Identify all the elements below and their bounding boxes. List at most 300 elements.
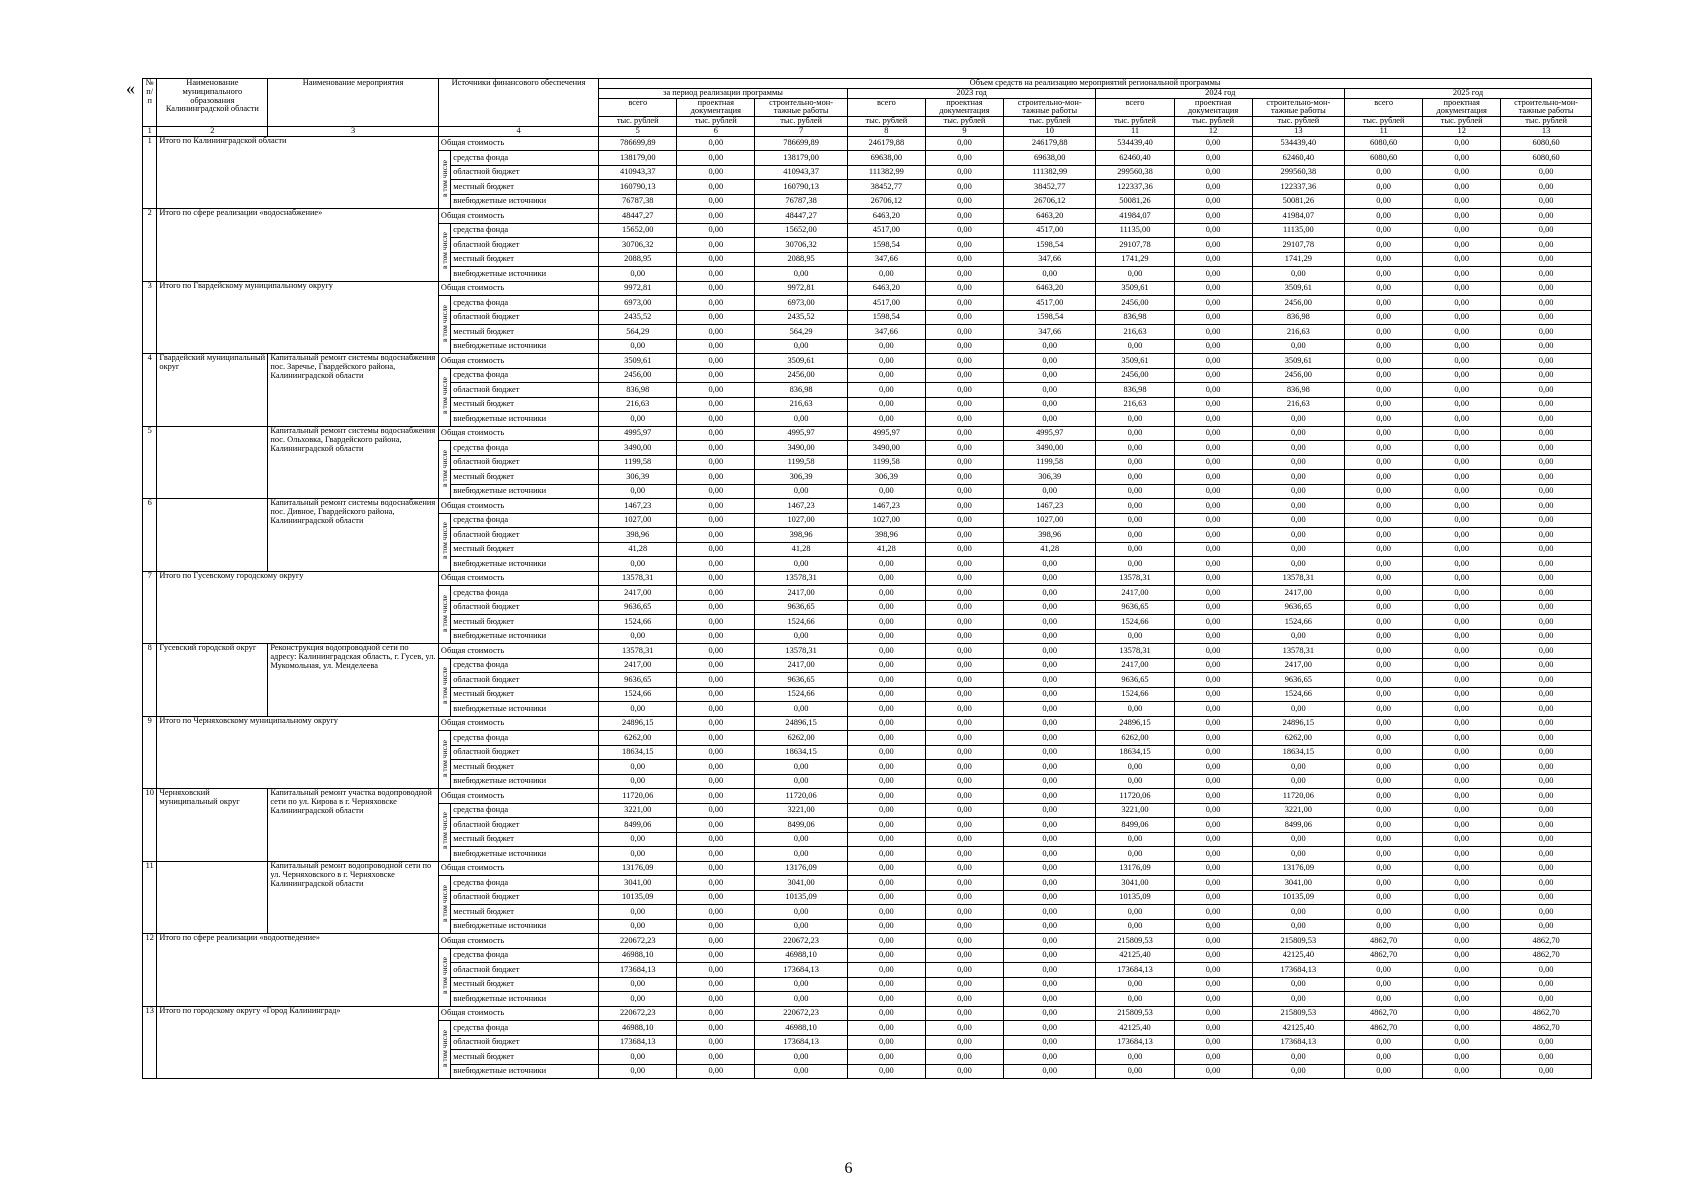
source-label: Общая стоимость <box>438 136 598 151</box>
value-cell: 0,00 <box>677 165 755 180</box>
source-label: областной бюджет <box>451 963 599 978</box>
value-cell: 0,00 <box>1345 470 1423 485</box>
value-cell: 3509,61 <box>1096 281 1174 296</box>
value-cell: 0,00 <box>1174 615 1252 630</box>
value-cell: 0,00 <box>677 252 755 267</box>
value-cell: 0,00 <box>1174 1064 1252 1079</box>
value-cell: 0,00 <box>1345 238 1423 253</box>
block-title: Итого по городскому округу «Город Калининград» <box>157 1006 439 1079</box>
value-cell: 0,00 <box>1096 919 1174 934</box>
value-cell: 0,00 <box>677 1006 755 1021</box>
value-cell: 0,00 <box>755 484 847 499</box>
value-cell: 0,00 <box>847 919 925 934</box>
value-cell: 0,00 <box>599 905 677 920</box>
value-cell: 18634,15 <box>755 745 847 760</box>
value-cell: 0,00 <box>1423 1006 1501 1021</box>
value-cell: 0,00 <box>925 890 1003 905</box>
value-cell: 0,00 <box>1423 238 1501 253</box>
value-cell: 2456,00 <box>1252 368 1344 383</box>
value-cell: 0,00 <box>925 354 1003 369</box>
value-cell: 0,00 <box>1423 963 1501 978</box>
value-cell: 0,00 <box>1501 441 1592 456</box>
value-cell: 9636,65 <box>599 673 677 688</box>
value-cell: 1598,54 <box>1003 310 1095 325</box>
source-label: внебюджетные источники <box>451 267 599 282</box>
value-cell: 0,00 <box>677 977 755 992</box>
source-label: местный бюджет <box>451 977 599 992</box>
value-cell: 0,00 <box>1252 919 1344 934</box>
value-cell: 0,00 <box>1501 919 1592 934</box>
value-cell: 0,00 <box>1501 368 1592 383</box>
header-subcolumn: проектная документация <box>925 98 1003 117</box>
budget-table <box>142 78 1592 1079</box>
value-cell: 0,00 <box>1003 354 1095 369</box>
value-cell: 0,00 <box>847 847 925 862</box>
value-cell: 0,00 <box>677 919 755 934</box>
value-cell: 4862,70 <box>1345 948 1423 963</box>
value-cell: 0,00 <box>1174 890 1252 905</box>
value-cell: 0,00 <box>1096 470 1174 485</box>
value-cell: 0,00 <box>1501 1050 1592 1065</box>
value-cell: 836,98 <box>1096 383 1174 398</box>
value-cell: 0,00 <box>847 368 925 383</box>
value-cell: 0,00 <box>1174 368 1252 383</box>
value-cell: 0,00 <box>1003 484 1095 499</box>
row-number: 8 <box>143 644 157 717</box>
source-label: внебюджетные источники <box>451 339 599 354</box>
value-cell: 0,00 <box>1501 571 1592 586</box>
value-cell: 0,00 <box>1096 339 1174 354</box>
value-cell: 0,00 <box>755 832 847 847</box>
value-cell: 1467,23 <box>847 499 925 514</box>
value-cell: 6080,60 <box>1501 151 1592 166</box>
row-number: 6 <box>143 499 157 572</box>
in-which-text: в том числе <box>439 812 449 850</box>
value-cell: 0,00 <box>847 1064 925 1079</box>
value-cell: 836,98 <box>599 383 677 398</box>
header-col-municipality: Наименование муниципального образования Калининградской области <box>157 79 268 127</box>
source-label: местный бюджет <box>451 325 599 340</box>
value-cell: 0,00 <box>1174 238 1252 253</box>
value-cell: 0,00 <box>1003 1050 1095 1065</box>
value-cell: 0,00 <box>1345 629 1423 644</box>
value-cell: 1524,66 <box>599 615 677 630</box>
value-cell: 2417,00 <box>599 658 677 673</box>
value-cell: 0,00 <box>1003 847 1095 862</box>
value-cell: 42125,40 <box>1252 948 1344 963</box>
source-label: местный бюджет <box>451 180 599 195</box>
header-unit: тыс. рублей <box>847 117 925 127</box>
value-cell: 0,00 <box>847 412 925 427</box>
value-cell: 0,00 <box>925 992 1003 1007</box>
value-cell: 0,00 <box>1423 818 1501 833</box>
value-cell: 0,00 <box>1423 325 1501 340</box>
value-cell: 0,00 <box>1252 992 1344 1007</box>
value-cell: 6080,60 <box>1345 151 1423 166</box>
value-cell: 0,00 <box>1345 658 1423 673</box>
value-cell: 0,00 <box>1174 484 1252 499</box>
source-label: средства фонда <box>451 731 599 746</box>
value-cell: 0,00 <box>1423 339 1501 354</box>
value-cell: 0,00 <box>1003 760 1095 775</box>
value-cell: 0,00 <box>1174 354 1252 369</box>
value-cell: 4517,00 <box>1003 296 1095 311</box>
column-number: 13 <box>1501 127 1592 137</box>
value-cell: 8499,06 <box>1096 818 1174 833</box>
value-cell: 0,00 <box>1423 426 1501 441</box>
value-cell: 0,00 <box>1501 992 1592 1007</box>
value-cell: 0,00 <box>925 977 1003 992</box>
value-cell: 398,96 <box>847 528 925 543</box>
value-cell: 1524,66 <box>599 687 677 702</box>
value-cell: 0,00 <box>1423 209 1501 224</box>
value-cell: 306,39 <box>599 470 677 485</box>
value-cell: 0,00 <box>1252 426 1344 441</box>
value-cell: 1199,58 <box>847 455 925 470</box>
column-number: 11 <box>1096 127 1174 137</box>
value-cell: 0,00 <box>1501 774 1592 789</box>
value-cell: 0,00 <box>1423 905 1501 920</box>
value-cell: 0,00 <box>1003 615 1095 630</box>
value-cell: 0,00 <box>677 223 755 238</box>
value-cell: 0,00 <box>1003 368 1095 383</box>
value-cell: 0,00 <box>677 745 755 760</box>
value-cell: 2417,00 <box>755 658 847 673</box>
source-label: внебюджетные источники <box>451 629 599 644</box>
value-cell: 0,00 <box>1252 760 1344 775</box>
value-cell: 0,00 <box>1345 165 1423 180</box>
value-cell: 9636,65 <box>599 600 677 615</box>
value-cell: 216,63 <box>1252 397 1344 412</box>
value-cell: 4995,97 <box>599 426 677 441</box>
value-cell: 0,00 <box>1174 412 1252 427</box>
value-cell: 9636,65 <box>1096 673 1174 688</box>
value-cell: 0,00 <box>1501 325 1592 340</box>
value-cell: 0,00 <box>1423 876 1501 891</box>
value-cell: 0,00 <box>1501 412 1592 427</box>
source-label: местный бюджет <box>451 832 599 847</box>
value-cell: 0,00 <box>925 455 1003 470</box>
value-cell: 0,00 <box>677 397 755 412</box>
table-row <box>143 571 1592 586</box>
value-cell: 0,00 <box>1174 136 1252 151</box>
table-row <box>143 934 1592 949</box>
value-cell: 0,00 <box>1501 658 1592 673</box>
value-cell: 122337,36 <box>1252 180 1344 195</box>
source-label: Общая стоимость <box>438 644 598 659</box>
value-cell: 0,00 <box>1501 644 1592 659</box>
in-which-text: в том числе <box>439 449 449 487</box>
value-cell: 0,00 <box>847 397 925 412</box>
value-cell: 30706,32 <box>755 238 847 253</box>
value-cell: 0,00 <box>1252 470 1344 485</box>
value-cell: 0,00 <box>847 774 925 789</box>
value-cell: 48447,27 <box>755 209 847 224</box>
block-title: Итого по Калининградской области <box>157 136 439 209</box>
value-cell: 3490,00 <box>847 441 925 456</box>
source-label: внебюджетные источники <box>451 412 599 427</box>
value-cell: 0,00 <box>1423 412 1501 427</box>
value-cell: 0,00 <box>1423 658 1501 673</box>
value-cell: 0,00 <box>1423 644 1501 659</box>
value-cell: 0,00 <box>1174 180 1252 195</box>
value-cell: 410943,37 <box>755 165 847 180</box>
value-cell: 0,00 <box>847 571 925 586</box>
in-which-text: в том числе <box>439 232 449 270</box>
value-cell: 0,00 <box>847 484 925 499</box>
value-cell: 0,00 <box>677 658 755 673</box>
value-cell: 1741,29 <box>1252 252 1344 267</box>
value-cell: 398,96 <box>1003 528 1095 543</box>
value-cell: 0,00 <box>1501 615 1592 630</box>
header-subcolumn: всего <box>599 98 677 117</box>
value-cell: 0,00 <box>1003 267 1095 282</box>
column-number: 11 <box>1345 127 1423 137</box>
value-cell: 0,00 <box>1345 441 1423 456</box>
value-cell: 0,00 <box>1423 194 1501 209</box>
value-cell: 3221,00 <box>599 803 677 818</box>
value-cell: 0,00 <box>1345 542 1423 557</box>
value-cell: 836,98 <box>755 383 847 398</box>
value-cell: 0,00 <box>925 209 1003 224</box>
value-cell: 0,00 <box>1345 281 1423 296</box>
value-cell: 0,00 <box>1501 789 1592 804</box>
value-cell: 0,00 <box>1423 267 1501 282</box>
value-cell: 0,00 <box>677 267 755 282</box>
municipality-name <box>157 426 268 499</box>
value-cell: 0,00 <box>1174 310 1252 325</box>
value-cell: 216,63 <box>1096 397 1174 412</box>
value-cell: 0,00 <box>925 194 1003 209</box>
header-col-measure: Наименование мероприятия <box>268 79 439 127</box>
value-cell: 0,00 <box>1174 789 1252 804</box>
value-cell: 0,00 <box>1423 919 1501 934</box>
value-cell: 0,00 <box>1345 310 1423 325</box>
value-cell: 0,00 <box>755 412 847 427</box>
value-cell: 0,00 <box>1423 151 1501 166</box>
value-cell: 306,39 <box>847 470 925 485</box>
source-label: областной бюджет <box>451 818 599 833</box>
value-cell: 0,00 <box>1423 281 1501 296</box>
block-title: Итого по сфере реализации «водоснабжение» <box>157 209 439 282</box>
value-cell: 0,00 <box>1174 1006 1252 1021</box>
value-cell: 9636,65 <box>755 673 847 688</box>
value-cell: 0,00 <box>1501 513 1592 528</box>
value-cell: 18634,15 <box>1252 745 1344 760</box>
value-cell: 0,00 <box>677 847 755 862</box>
value-cell: 1199,58 <box>1003 455 1095 470</box>
value-cell: 2456,00 <box>1252 296 1344 311</box>
value-cell: 173684,13 <box>599 1035 677 1050</box>
value-cell: 0,00 <box>1174 760 1252 775</box>
value-cell: 215809,53 <box>1252 1006 1344 1021</box>
value-cell: 0,00 <box>1003 934 1095 949</box>
value-cell: 0,00 <box>1423 600 1501 615</box>
value-cell: 0,00 <box>1096 528 1174 543</box>
value-cell: 220672,23 <box>755 1006 847 1021</box>
in-which-label <box>438 441 450 499</box>
value-cell: 0,00 <box>925 832 1003 847</box>
value-cell: 0,00 <box>1096 1064 1174 1079</box>
value-cell: 0,00 <box>1003 658 1095 673</box>
value-cell: 220672,23 <box>599 1006 677 1021</box>
value-cell: 0,00 <box>1003 571 1095 586</box>
value-cell: 41,28 <box>599 542 677 557</box>
value-cell: 306,39 <box>1003 470 1095 485</box>
source-label: Общая стоимость <box>438 1006 598 1021</box>
value-cell: 0,00 <box>1174 745 1252 760</box>
value-cell: 0,00 <box>1423 542 1501 557</box>
value-cell: 0,00 <box>847 992 925 1007</box>
value-cell: 306,39 <box>755 470 847 485</box>
header-subcolumn: проектная документация <box>677 98 755 117</box>
value-cell: 0,00 <box>677 615 755 630</box>
value-cell: 0,00 <box>847 658 925 673</box>
value-cell: 0,00 <box>847 731 925 746</box>
value-cell: 0,00 <box>677 905 755 920</box>
value-cell: 0,00 <box>1501 281 1592 296</box>
value-cell: 0,00 <box>1003 1035 1095 1050</box>
value-cell: 24896,15 <box>1096 716 1174 731</box>
value-cell: 0,00 <box>847 1035 925 1050</box>
value-cell: 6262,00 <box>599 731 677 746</box>
value-cell: 0,00 <box>1252 267 1344 282</box>
table-row <box>143 354 1592 369</box>
value-cell: 13578,31 <box>599 571 677 586</box>
value-cell: 0,00 <box>1423 615 1501 630</box>
value-cell: 46988,10 <box>599 1021 677 1036</box>
value-cell: 0,00 <box>1252 412 1344 427</box>
in-which-label <box>438 296 450 354</box>
value-cell: 0,00 <box>677 687 755 702</box>
value-cell: 10135,09 <box>1096 890 1174 905</box>
value-cell: 0,00 <box>1423 223 1501 238</box>
value-cell: 0,00 <box>925 325 1003 340</box>
table-row <box>143 1006 1592 1021</box>
header-period: 2023 год <box>847 88 1096 98</box>
value-cell: 0,00 <box>1096 1050 1174 1065</box>
value-cell: 220672,23 <box>599 934 677 949</box>
value-cell: 42125,40 <box>1096 1021 1174 1036</box>
value-cell: 0,00 <box>677 992 755 1007</box>
value-cell: 0,00 <box>677 339 755 354</box>
value-cell: 0,00 <box>1345 702 1423 717</box>
value-cell: 0,00 <box>1003 673 1095 688</box>
value-cell: 0,00 <box>1423 136 1501 151</box>
value-cell: 0,00 <box>1174 702 1252 717</box>
value-cell: 0,00 <box>847 702 925 717</box>
value-cell: 0,00 <box>1003 789 1095 804</box>
value-cell: 0,00 <box>677 600 755 615</box>
source-label: средства фонда <box>451 296 599 311</box>
value-cell: 0,00 <box>599 1050 677 1065</box>
value-cell: 347,66 <box>1003 252 1095 267</box>
value-cell: 0,00 <box>1174 977 1252 992</box>
source-label: местный бюджет <box>451 1050 599 1065</box>
value-cell: 0,00 <box>1345 992 1423 1007</box>
source-label: средства фонда <box>451 513 599 528</box>
value-cell: 0,00 <box>1345 571 1423 586</box>
value-cell: 0,00 <box>847 789 925 804</box>
value-cell: 0,00 <box>1423 803 1501 818</box>
value-cell: 0,00 <box>1423 571 1501 586</box>
value-cell: 0,00 <box>1252 629 1344 644</box>
value-cell: 69638,00 <box>1003 151 1095 166</box>
header-subcolumn: строительно-мон-тажные работы <box>755 98 847 117</box>
value-cell: 0,00 <box>1174 281 1252 296</box>
value-cell: 0,00 <box>847 716 925 731</box>
value-cell: 13578,31 <box>755 571 847 586</box>
value-cell: 0,00 <box>677 296 755 311</box>
source-label: областной бюджет <box>451 890 599 905</box>
value-cell: 786699,89 <box>755 136 847 151</box>
value-cell: 0,00 <box>925 151 1003 166</box>
value-cell: 0,00 <box>1501 847 1592 862</box>
header-col-sources: Источники финансового обеспечения <box>438 79 598 127</box>
value-cell: 15652,00 <box>755 223 847 238</box>
value-cell: 0,00 <box>677 673 755 688</box>
value-cell: 0,00 <box>1174 151 1252 166</box>
source-label: местный бюджет <box>451 542 599 557</box>
header-unit: тыс. рублей <box>1345 117 1423 127</box>
value-cell: 0,00 <box>1096 847 1174 862</box>
source-label: местный бюджет <box>451 615 599 630</box>
value-cell: 0,00 <box>847 673 925 688</box>
value-cell: 0,00 <box>1174 876 1252 891</box>
value-cell: 0,00 <box>677 368 755 383</box>
value-cell: 0,00 <box>1096 513 1174 528</box>
in-which-text: в том числе <box>439 1029 449 1067</box>
table-row <box>143 861 1592 876</box>
value-cell: 48447,27 <box>599 209 677 224</box>
value-cell: 0,00 <box>1423 513 1501 528</box>
source-label: областной бюджет <box>451 383 599 398</box>
value-cell: 3221,00 <box>1096 803 1174 818</box>
source-label: Общая стоимость <box>438 861 598 876</box>
value-cell: 6080,60 <box>1501 136 1592 151</box>
value-cell: 215809,53 <box>1096 1006 1174 1021</box>
value-cell: 46988,10 <box>755 948 847 963</box>
table-row <box>143 789 1592 804</box>
value-cell: 0,00 <box>1096 441 1174 456</box>
value-cell: 0,00 <box>599 339 677 354</box>
in-which-text: в том числе <box>439 377 449 415</box>
value-cell: 0,00 <box>1096 455 1174 470</box>
value-cell: 0,00 <box>925 629 1003 644</box>
value-cell: 0,00 <box>925 252 1003 267</box>
row-number: 9 <box>143 716 157 789</box>
value-cell: 0,00 <box>1096 484 1174 499</box>
value-cell: 0,00 <box>1345 600 1423 615</box>
value-cell: 1027,00 <box>755 513 847 528</box>
in-which-text: в том числе <box>439 739 449 777</box>
value-cell: 0,00 <box>1252 339 1344 354</box>
value-cell: 11720,06 <box>1252 789 1344 804</box>
value-cell: 0,00 <box>1096 557 1174 572</box>
value-cell: 0,00 <box>677 789 755 804</box>
value-cell: 0,00 <box>1345 368 1423 383</box>
source-label: Общая стоимость <box>438 281 598 296</box>
value-cell: 0,00 <box>1501 194 1592 209</box>
value-cell: 0,00 <box>925 571 1003 586</box>
value-cell: 41984,07 <box>1252 209 1344 224</box>
source-label: областной бюджет <box>451 745 599 760</box>
value-cell: 41,28 <box>847 542 925 557</box>
value-cell: 0,00 <box>1096 774 1174 789</box>
value-cell: 0,00 <box>1501 687 1592 702</box>
value-cell: 0,00 <box>1345 1050 1423 1065</box>
value-cell: 0,00 <box>925 165 1003 180</box>
